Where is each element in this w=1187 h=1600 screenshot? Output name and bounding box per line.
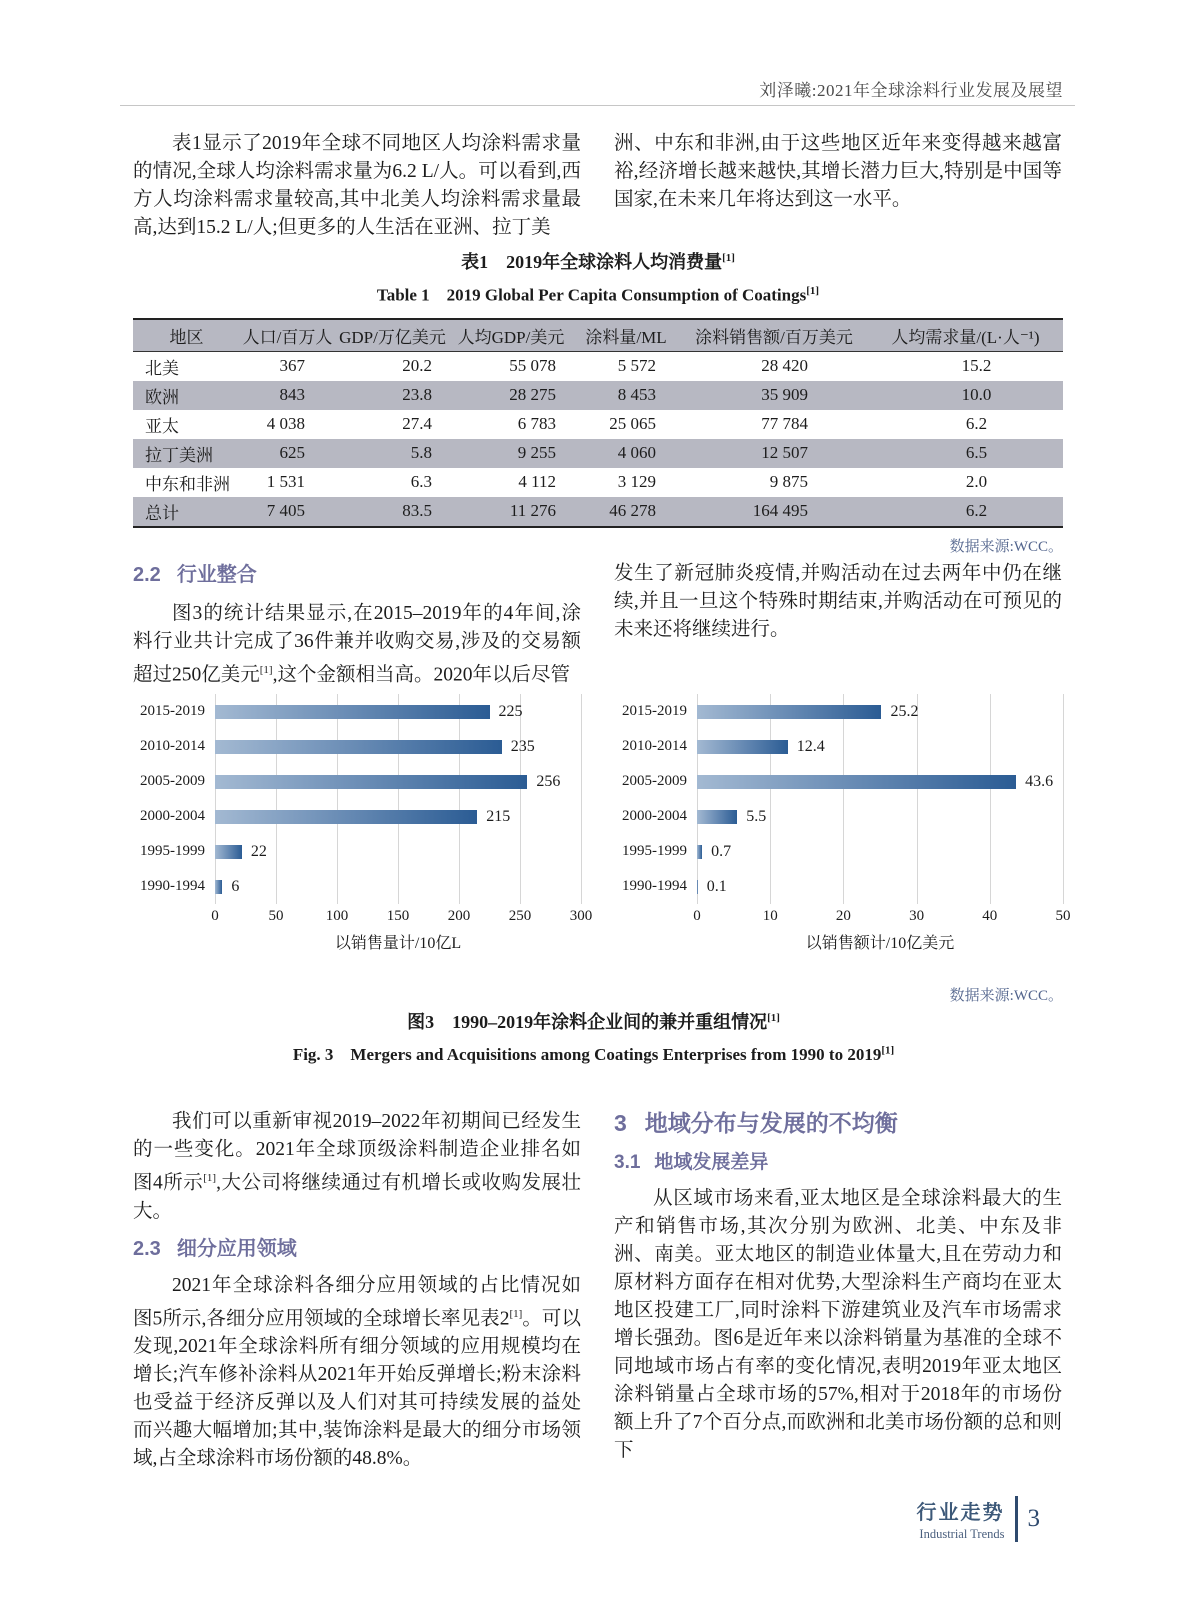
bar <box>215 845 242 859</box>
table-cell: 4 038 <box>266 414 305 434</box>
table-cell: 2.0 <box>965 472 988 492</box>
bar-value-label: 215 <box>486 807 511 825</box>
chart-body <box>615 694 1071 953</box>
x-tick-label: 200 <box>447 908 471 924</box>
header-rule <box>120 105 1075 106</box>
bar-row <box>215 694 581 729</box>
category-label: 1990-1994 <box>622 878 687 894</box>
category-label: 2010-2014 <box>622 738 687 754</box>
bar-row <box>697 799 1063 834</box>
x-tick-label: 300 <box>569 908 593 924</box>
x-axis-label: 以销售量计/10亿L <box>334 935 462 952</box>
table1-block <box>133 246 1063 556</box>
table-cell: 亚太 <box>145 416 179 436</box>
table-cell: 中东和非洲 <box>145 474 230 494</box>
bar-row <box>215 764 581 799</box>
bar <box>697 880 698 894</box>
table-cell: 55 078 <box>509 356 556 376</box>
bar <box>697 740 788 754</box>
section-2-2-heading <box>133 560 581 590</box>
bar-value-label: 43.6 <box>1025 772 1054 790</box>
table-cell: 8 453 <box>617 385 656 405</box>
footer-label-zh: 行业走势 <box>916 1502 1005 1524</box>
table1-title-zh: 表1 2019年全球涂料人均消费量[1] <box>461 252 735 272</box>
footer-label-en: Industrial Trends <box>919 1527 1005 1541</box>
table-cell: 10.0 <box>961 385 992 405</box>
plot-area <box>697 694 1063 904</box>
paragraph: 我们可以重新审视2019–2022年初期间已经发生的一些变化。2021年全球顶级涂料制造企业排名如图4所示[1],大公司将继续通过有机增长或收购发展壮大。 <box>133 1111 581 1222</box>
bar <box>697 810 737 824</box>
table-cell: 46 278 <box>609 501 656 521</box>
section-3-1-heading <box>614 1150 1062 1176</box>
table-cell: 5 572 <box>617 356 656 376</box>
paragraph: 表1显示了2019年全球不同地区人均涂料需求量的情况,全球人均涂料需求量为6.2 L/人。可以看到,西方人均涂料需求量较高,其中北美人均涂料需求量最高,达到15.2 L/人;但更多的人生活在亚洲、拉丁美 <box>133 133 581 238</box>
category-label: 1995-1999 <box>622 843 687 859</box>
table-cell: 20.2 <box>402 356 432 376</box>
table-cell: 35 909 <box>761 385 808 405</box>
table-header-cell: GDP/万亿美元 <box>339 327 446 347</box>
plot-area-wrap <box>693 694 1071 953</box>
bottom-right-column <box>614 1108 1062 1473</box>
table-cell: 3 129 <box>617 472 656 492</box>
bar-row <box>215 834 581 869</box>
section-2-2 <box>133 560 1063 690</box>
table-row <box>133 497 1063 527</box>
bar-value-label: 5.5 <box>746 807 767 825</box>
intro-left-column <box>133 130 581 242</box>
figure3-caption-en: Fig. 3 Mergers and Acquisitions among Coatings Enterprises from 1990 to 2019[1] <box>292 1044 895 1064</box>
table-cell: 6 783 <box>517 414 556 434</box>
table-cell: 5.8 <box>410 443 432 463</box>
bar-row <box>697 764 1063 799</box>
table-cell: 6.3 <box>410 472 432 492</box>
bar <box>215 880 222 894</box>
bar <box>215 810 477 824</box>
x-tick-label: 20 <box>835 908 851 924</box>
category-label: 2000-2004 <box>622 808 687 824</box>
x-tick-label: 40 <box>982 908 998 924</box>
section-title: 行业整合 <box>176 564 257 586</box>
category-label: 2000-2004 <box>140 808 205 824</box>
table-cell: 7 405 <box>266 501 305 521</box>
chart-body <box>133 694 593 953</box>
x-tick-label: 0 <box>211 908 219 924</box>
table-cell: 12 507 <box>761 443 808 463</box>
category-label: 2005-2009 <box>622 773 687 789</box>
x-tick-label: 0 <box>693 908 701 924</box>
table1-data-source: 数据来源:WCC。 <box>949 538 1063 555</box>
table-header-cell: 地区 <box>169 327 204 347</box>
section-title: 地域分布与发展的不均衡 <box>644 1110 898 1136</box>
x-tick-label: 50 <box>1055 908 1071 924</box>
table-cell: 北美 <box>145 358 179 378</box>
y-axis-labels <box>133 694 215 953</box>
table-cell: 4 060 <box>617 443 656 463</box>
x-tick-label: 150 <box>386 908 410 924</box>
section-title: 细分应用领域 <box>176 1237 297 1260</box>
x-axis-ticks <box>211 904 593 926</box>
table-cell: 25 065 <box>609 414 656 434</box>
table-cell: 6.2 <box>965 414 988 434</box>
x-tick-label: 250 <box>508 908 532 924</box>
chart-ma-by-sales-value <box>615 694 1071 953</box>
bar-value-label: 6 <box>231 877 240 895</box>
footer-section-name <box>917 1496 1005 1542</box>
table-row <box>133 351 1063 381</box>
paragraph: 洲、中东和非洲,由于这些地区近年来变得越来越富裕,经济增长越来越快,其增长潜力巨大,特别是中国等国家,在未来几年将达到这一水平。 <box>614 133 1062 210</box>
intro-right-column <box>614 130 1062 242</box>
y-axis-labels <box>615 694 697 953</box>
bar-value-label: 25.2 <box>890 702 919 720</box>
section-2-2-left-column <box>133 560 581 690</box>
table-cell: 4 112 <box>518 472 556 492</box>
x-tick-label: 100 <box>325 908 349 924</box>
table1 <box>133 318 1063 528</box>
paragraph: 图3的统计结果显示,在2015–2019年的4年间,涂料行业共计完成了36件兼并收购交易,涉及的交易额超过250亿美元[1],这个金额相当高。2020年以后尽管 <box>133 603 581 686</box>
bar <box>697 705 881 719</box>
table-cell: 367 <box>279 356 305 376</box>
table-header-cell: 人口/百万人 <box>242 327 333 347</box>
table-cell: 11 276 <box>509 501 556 521</box>
bar-row <box>697 869 1063 904</box>
bottom-left-column <box>133 1108 581 1473</box>
paragraph: 从区域市场来看,亚太地区是全球涂料最大的生产和销售市场,其次分别为欧洲、北美、中东及非洲、南美。亚太地区的制造业体量大,且在劳动力和原材料方面存在相对优势,大型涂料生产商均在亚太地区投建工厂,同时涂料下游建筑业及汽车市场需求增长强劲。图6是近年来以涂料销量为基准的全球不同地域市场占有率的变化情况,表明2019年亚太地区涂料销量占全球市场的57%,相对于2018年的市场份额上升了7个百分点,而欧洲和北美市场份额的总和则下 <box>614 1188 1062 1461</box>
bar-value-label: 256 <box>536 772 561 790</box>
table-cell: 77 784 <box>761 414 808 434</box>
table1-title-en: Table 1 2019 Global Per Capita Consumption of Coatings[1] <box>376 285 820 305</box>
category-label: 2005-2009 <box>140 773 205 789</box>
figure3-caption-zh: 图3 1990–2019年涂料企业间的兼并重组情况[1] <box>407 1012 780 1032</box>
table-cell: 28 275 <box>509 385 556 405</box>
table-row <box>133 381 1063 410</box>
table-cell: 28 420 <box>761 356 808 376</box>
table-cell: 6.2 <box>965 501 988 521</box>
table-cell: 843 <box>279 385 305 405</box>
table-cell: 15.2 <box>961 356 992 376</box>
table-cell: 9 255 <box>517 443 556 463</box>
section-2-3-heading <box>133 1234 581 1264</box>
x-axis-ticks <box>693 904 1071 926</box>
bar <box>697 775 1016 789</box>
section-title: 地域发展差异 <box>654 1152 769 1173</box>
section-number: 2.3 <box>133 1237 161 1260</box>
section-number: 3.1 <box>614 1152 641 1173</box>
bar-row <box>215 799 581 834</box>
running-head: 刘泽曦:2021年全球涂料行业发展及展望 <box>759 81 1063 100</box>
table-cell: 1 531 <box>266 472 305 492</box>
table-cell: 9 875 <box>769 472 808 492</box>
bar-row <box>697 694 1063 729</box>
table-cell: 23.8 <box>402 385 432 405</box>
table-cell: 164 495 <box>752 501 808 521</box>
table-header-cell: 人均GDP/美元 <box>457 327 565 347</box>
table-header-cell: 涂料销售额/百万美元 <box>695 327 853 347</box>
intro-section <box>133 130 1063 242</box>
figure3-charts <box>133 694 1071 953</box>
bottom-section <box>133 1108 1063 1473</box>
paragraph: 2021年全球涂料各细分应用领域的占比情况如图5所示,各细分应用领域的全球增长率见表2[1]。可以发现,2021年全球涂料所有细分领域的应用规模均在增长;汽车修补涂料从2021年开始反弹增长;粉末涂料也受益于经济反弹以及人们对其可持续发展的益处而兴趣大幅增加;其中,装饰涂料是最大的细分市场领域,占全球涂料市场份额的48.8%。 <box>133 1274 581 1469</box>
bar-value-label: 235 <box>510 737 535 755</box>
bar <box>215 775 527 789</box>
bar-value-label: 22 <box>250 842 267 860</box>
figure3-data-source: 数据来源:WCC。 <box>949 988 1063 1004</box>
plot-area <box>215 694 581 904</box>
table-cell: 拉丁美洲 <box>145 445 213 465</box>
category-label: 1995-1999 <box>140 843 205 859</box>
table-row <box>133 468 1063 497</box>
table-header-row <box>133 319 1063 352</box>
bar-row <box>215 869 581 904</box>
table-cell: 27.4 <box>402 414 432 434</box>
category-label: 1990-1994 <box>140 878 205 894</box>
table-header-cell: 涂料量/ML <box>585 327 667 347</box>
bar-row <box>697 729 1063 764</box>
x-tick-label: 50 <box>268 908 284 924</box>
plot-area-wrap <box>211 694 593 953</box>
bar-row <box>697 834 1063 869</box>
bar <box>215 740 502 754</box>
table-row <box>133 439 1063 468</box>
bar-value-label: 12.4 <box>796 737 825 755</box>
category-label: 2010-2014 <box>140 738 205 754</box>
bar-value-label: 225 <box>498 702 523 720</box>
table-cell: 6.5 <box>965 443 988 463</box>
table-cell: 欧洲 <box>145 387 179 407</box>
section-3-heading <box>614 1108 1062 1138</box>
gridline <box>581 694 582 904</box>
x-axis-label: 以销售额计/10亿美元 <box>805 935 955 952</box>
section-number: 2.2 <box>133 564 161 586</box>
table-row <box>133 410 1063 439</box>
bar-value-label: 0.7 <box>711 842 732 860</box>
bar-value-label: 0.1 <box>706 877 727 895</box>
footer-divider <box>1015 1496 1018 1542</box>
category-label: 2015-2019 <box>140 703 205 719</box>
section-2-2-right-column <box>614 560 1062 690</box>
table-header-cell: 人均需求量/(L·人⁻¹) <box>891 327 1040 347</box>
category-label: 2015-2019 <box>622 703 687 719</box>
bar <box>215 705 490 719</box>
gridline <box>1063 694 1064 904</box>
page-footer <box>917 1496 1041 1542</box>
bar-row <box>215 729 581 764</box>
table-cell: 总计 <box>145 503 179 523</box>
paragraph: 发生了新冠肺炎疫情,并购活动在过去两年中仍在继续,并且一旦这个特殊时期结束,并购活动在可预见的未来还将继续进行。 <box>614 563 1062 640</box>
x-tick-label: 30 <box>909 908 925 924</box>
table-cell: 625 <box>279 443 305 463</box>
section-number: 3 <box>614 1110 627 1136</box>
bar <box>697 845 702 859</box>
x-tick-label: 10 <box>762 908 778 924</box>
chart-ma-by-sales-volume <box>133 694 593 953</box>
page-number: 3 <box>1027 1505 1040 1532</box>
table-cell: 83.5 <box>402 501 432 521</box>
